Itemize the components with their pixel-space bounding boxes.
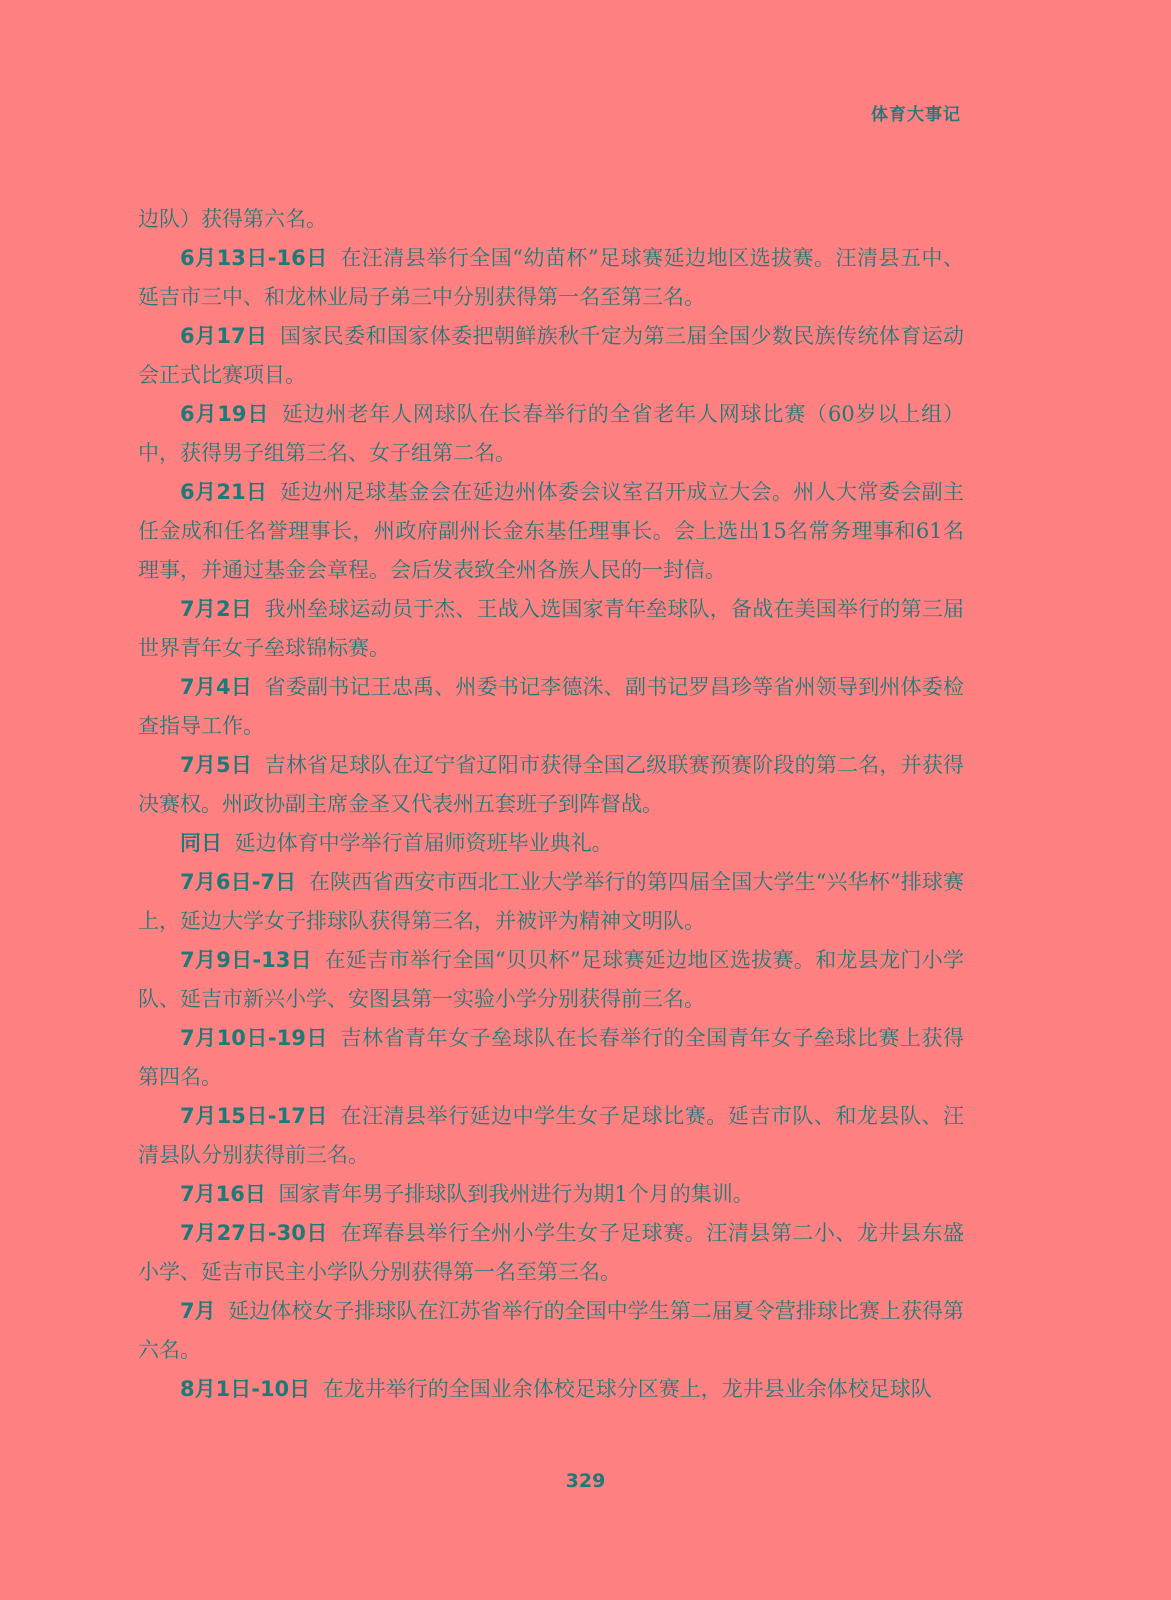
event-entry — [138, 590, 964, 668]
event-entry — [138, 395, 964, 473]
event-text: 延边体育中学举行首届师资班毕业典礼。 — [234, 831, 613, 855]
event-date: 8月1日-10日 — [180, 1377, 311, 1401]
event-entry — [138, 317, 964, 395]
event-date: 7月2日 — [180, 597, 253, 621]
event-text: 在龙井举行的全国业余体校足球分区赛上，龙井县业余体校足球队 — [322, 1377, 932, 1401]
running-header: 体育大事记 — [871, 105, 961, 125]
event-date: 7月16日 — [180, 1182, 266, 1206]
continued-paragraph: 边队）获得第六名。 — [138, 207, 327, 231]
event-date: 7月4日 — [180, 675, 253, 699]
event-entry — [138, 473, 964, 590]
event-text: 国家青年男子排球队到我州进行为期1个月的集训。 — [278, 1182, 754, 1206]
event-text: 国家民委和国家体委把朝鲜族秋千定为第三届全国少数民族传统体育运动会正式比赛项目。 — [138, 324, 964, 387]
event-date: 6月13日-16日 — [180, 246, 328, 270]
event-text: 延边体校女子排球队在江苏省举行的全国中学生第二届夏令营排球比赛上获得第六名。 — [138, 1299, 964, 1362]
event-text: 省委副书记王忠禹、州委书记李德洙、副书记罗昌珍等省州领导到州体委检查指导工作。 — [138, 675, 964, 738]
event-entry — [138, 239, 964, 317]
event-date: 7月 — [180, 1299, 216, 1323]
event-entry — [138, 1175, 964, 1214]
event-text: 在珲春县举行全州小学生女子足球赛。汪清县第二小、龙井县东盛小学、延吉市民主小学队分别获得第一名至第三名。 — [138, 1221, 964, 1284]
event-date: 7月27日-30日 — [180, 1221, 328, 1245]
event-date: 6月17日 — [180, 324, 268, 348]
event-date: 6月19日 — [180, 402, 270, 426]
event-entry — [138, 941, 964, 1019]
event-date: 7月10日-19日 — [180, 1026, 328, 1050]
event-date: 同日 — [180, 831, 222, 855]
event-date: 7月9日-13日 — [180, 948, 312, 972]
event-text: 吉林省足球队在辽宁省辽阳市获得全国乙级联赛预赛阶段的第二名，并获得决赛权。州政协副主席金圣又代表州五套班子到阵督战。 — [138, 753, 964, 816]
event-entry — [138, 1097, 964, 1175]
event-list — [138, 239, 964, 1409]
event-entry — [138, 863, 964, 941]
event-date: 7月15日-17日 — [180, 1104, 328, 1128]
event-entry — [138, 668, 964, 746]
event-entry — [138, 824, 964, 863]
event-entry — [138, 1292, 964, 1370]
event-text: 在汪清县举行延边中学生女子足球比赛。延吉市队、和龙县队、汪清县队分别获得前三名。 — [138, 1104, 964, 1167]
event-date: 7月6日-7日 — [180, 870, 297, 894]
event-entry — [138, 1214, 964, 1292]
event-text: 吉林省青年女子垒球队在长春举行的全国青年女子垒球比赛上获得第四名。 — [138, 1026, 964, 1089]
event-text: 在汪清县举行全国“幼苗杯”足球赛延边地区选拔赛。汪清县五中、延吉市三中、和龙林业局子弟三中分别获得第一名至第三名。 — [138, 246, 964, 309]
event-entry — [138, 1370, 964, 1409]
event-text: 我州垒球运动员于杰、王战入选国家青年垒球队，备战在美国举行的第三届世界青年女子垒球锦标赛。 — [138, 597, 964, 660]
event-text: 延边州足球基金会在延边州体委会议室召开成立大会。州人大常委会副主任金成和任名誉理事长，州政府副州长金东基任理事长。会上选出15名常务理事和61名理事，并通过基金会章程。会后发表致全州各族人民的一封信。 — [138, 480, 964, 582]
event-entry — [138, 1019, 964, 1097]
event-text: 在陕西省西安市西北工业大学举行的第四届全国大学生“兴华杯”排球赛上，延边大学女子排球队获得第三名，并被评为精神文明队。 — [138, 870, 964, 933]
event-entry — [138, 746, 964, 824]
event-text: 延边州老年人网球队在长春举行的全省老年人网球比赛（60岁以上组）中，获得男子组第三名、女子组第二名。 — [138, 402, 964, 465]
event-text: 在延吉市举行全国“贝贝杯”足球赛延边地区选拔赛。和龙县龙门小学队、延吉市新兴小学、安图县第一实验小学分别获得前三名。 — [138, 948, 964, 1011]
page-number: 329 — [565, 1470, 606, 1492]
page-body — [138, 200, 964, 1409]
event-date: 6月21日 — [180, 480, 268, 504]
event-date: 7月5日 — [180, 753, 253, 777]
